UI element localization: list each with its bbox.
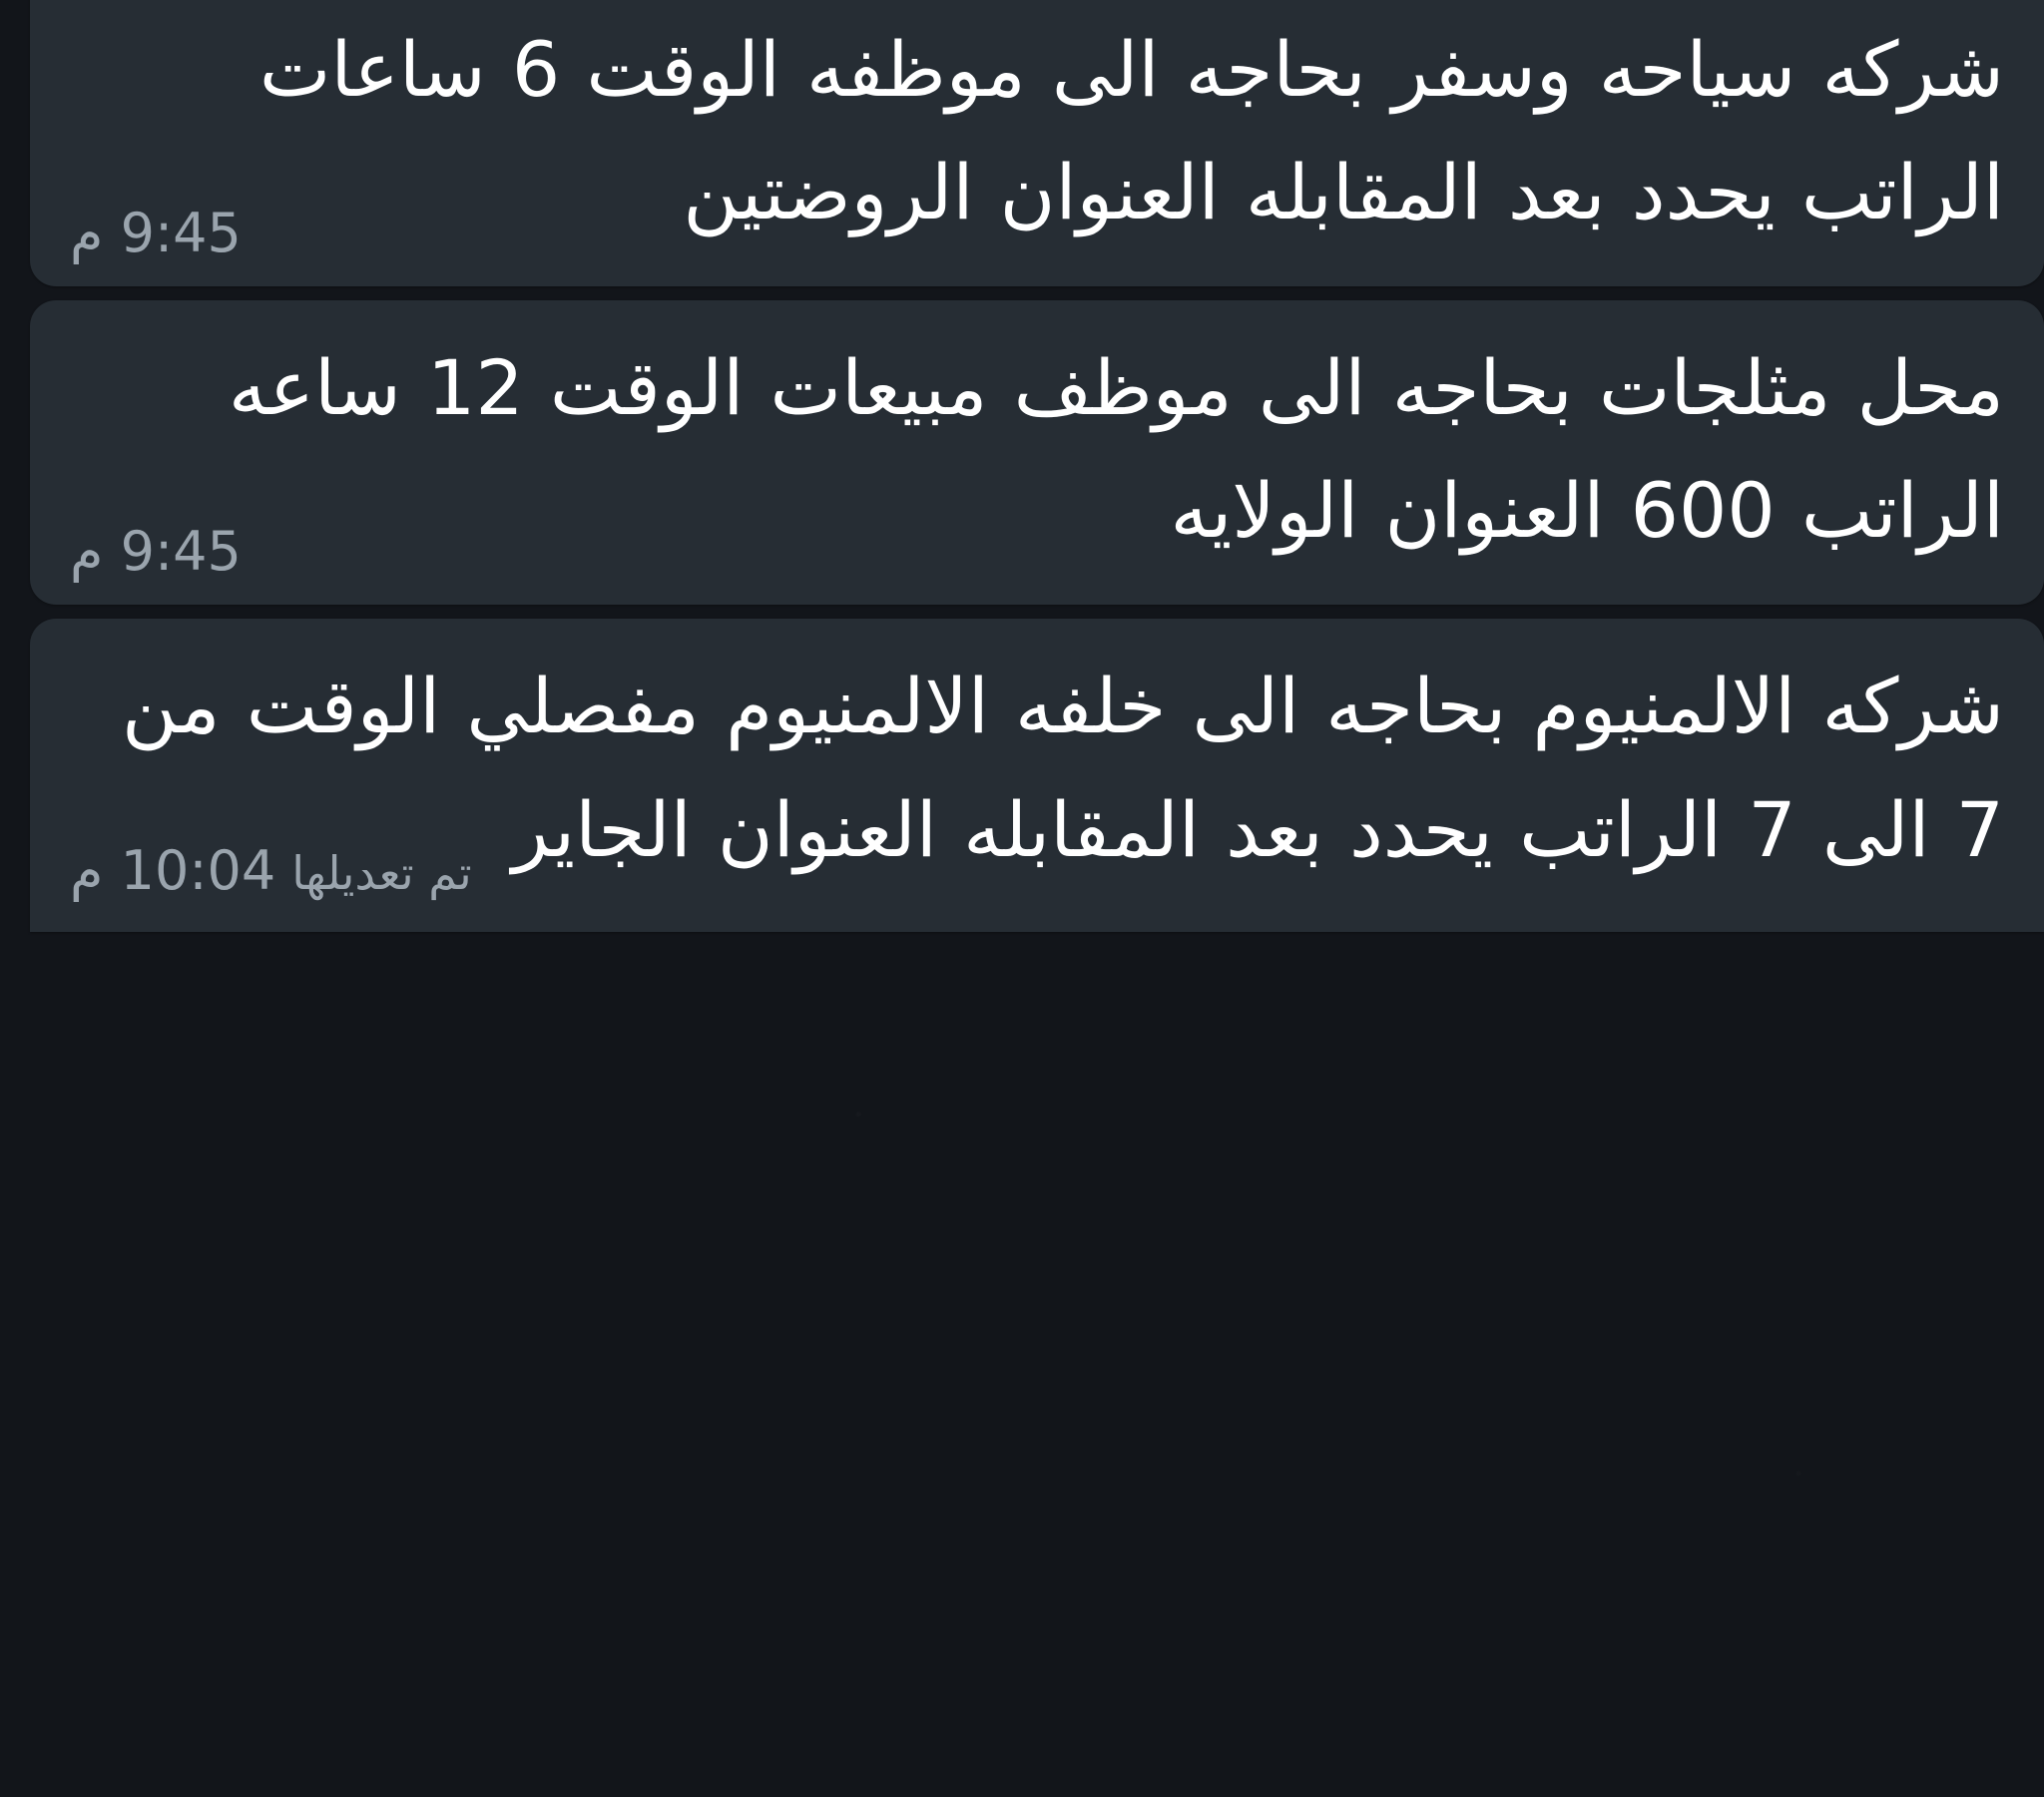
message-timestamp: 9:45 م [70,202,242,265]
message-timestamp: 10:04 م [70,838,276,902]
message-edited-label: تم تعديلها [291,845,472,900]
message-text: شركه سياحه وسفر بحاجه الى موظفه الوقت 6 ساعات الراتب يحدد بعد المقابله العنوان الروضتين [233,25,2004,237]
message-bubble[interactable] [30,300,2044,605]
message-meta [70,520,257,583]
message-meta [70,839,472,902]
message-timestamp: 9:45 م [70,520,242,584]
message-text: شركه الالمنيوم بحاجه الى خلفه الالمنيوم مفصلي الوقت من 7 الى 7 الراتب يحدد بعد المقابله العنوان الجاير [95,662,2004,874]
message-bubble[interactable] [30,0,2044,286]
message-text: محل مثلجات بحاجه الى موظف مبيعات الوقت 12 ساعه الراتب 600 العنوان الولايه [202,343,2004,556]
message-bubble[interactable] [30,619,2044,931]
message-meta [70,202,257,264]
